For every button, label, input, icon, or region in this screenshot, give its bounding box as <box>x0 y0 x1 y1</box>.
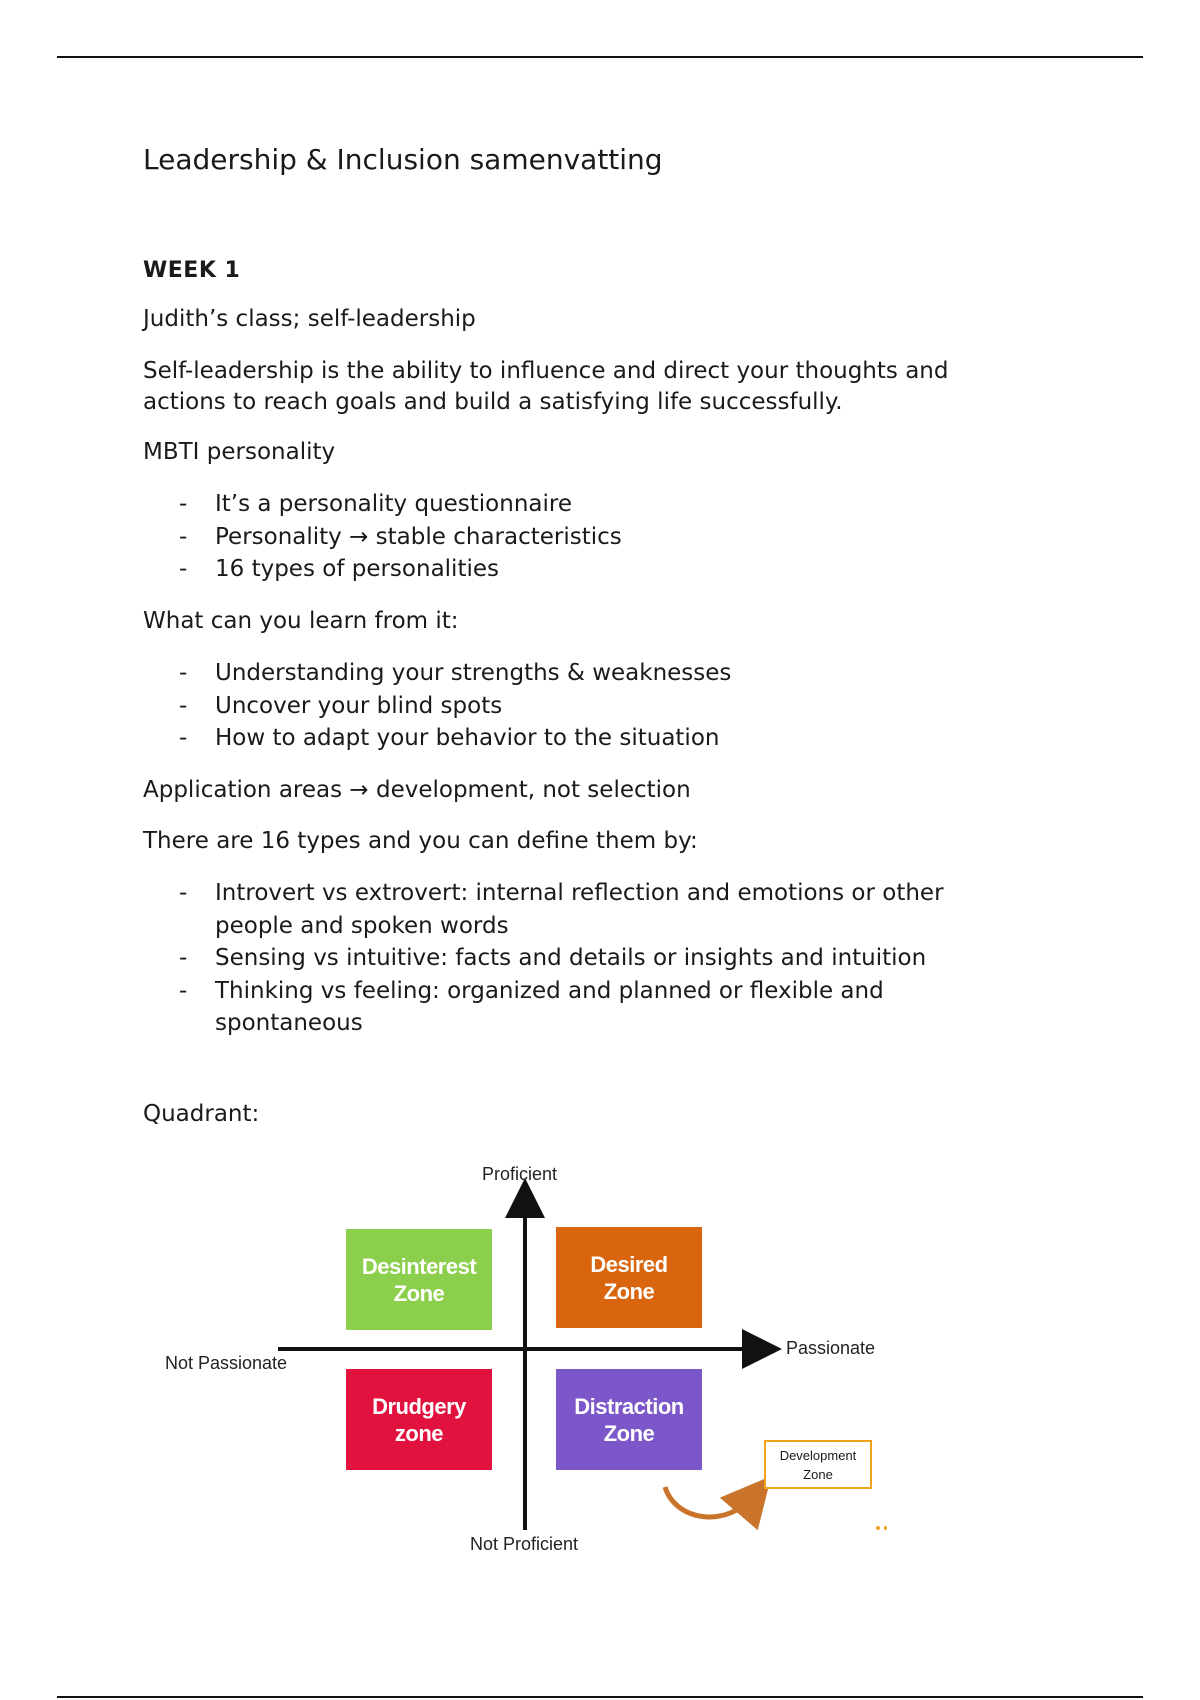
types-list <box>143 877 1023 1040</box>
list-item: - Understanding your strengths & weaknesses <box>143 657 1043 690</box>
quadrant-heading: Quadrant: <box>143 1101 260 1127</box>
top-rule <box>57 56 1143 58</box>
desinterest-zone-label: Desinterest Zone <box>361 1253 477 1306</box>
drudgery-zone <box>346 1369 492 1470</box>
application-line: Application areas → development, not selection <box>143 777 691 803</box>
decorative-dot <box>884 1526 887 1530</box>
week-heading: WEEK 1 <box>143 258 241 283</box>
development-zone-box: Development Zone <box>764 1440 872 1489</box>
decorative-dot <box>876 1526 880 1530</box>
desired-zone <box>556 1227 702 1328</box>
drudgery-zone-label: Drudgery zone <box>372 1393 466 1446</box>
quadrant-diagram <box>150 1160 910 1560</box>
mbti-heading: MBTI personality <box>143 439 336 465</box>
list-item: - Uncover your blind spots <box>143 690 1043 723</box>
bottom-rule <box>57 1696 1143 1698</box>
axis-label-not-proficient: Not Proficient <box>470 1534 579 1554</box>
types-heading: There are 16 types and you can define them by: <box>143 828 698 854</box>
axis-label-proficient: Proficient <box>482 1164 558 1184</box>
desired-zone-label: Desired Zone <box>590 1251 668 1304</box>
document-body <box>143 138 1043 1127</box>
mbti-list <box>143 488 1043 586</box>
development-arrow <box>665 1487 755 1517</box>
learn-list <box>143 657 1043 755</box>
list-item: - Personality → stable characteristics <box>143 521 1043 554</box>
distraction-zone-label: Distraction Zone <box>574 1393 684 1446</box>
list-item: - Sensing vs intuitive: facts and details or insights and intuition <box>143 942 1023 975</box>
class-line: Judith’s class; self-leadership <box>143 306 476 332</box>
learn-heading: What can you learn from it: <box>143 608 459 634</box>
definition-paragraph: Self-leadership is the ability to influence and direct your thoughts and actions to reach goals and build a satisfying life successfully. <box>143 358 949 415</box>
list-item: - 16 types of personalities <box>143 553 1043 586</box>
list-item: - How to adapt your behavior to the situation <box>143 722 1043 755</box>
list-item: - Introvert vs extrovert: internal reflection and emotions or other people and spoken words <box>143 877 1023 942</box>
list-item: - Thinking vs feeling: organized and planned or flexible and spontaneous <box>143 975 1023 1040</box>
list-item: - It’s a personality questionnaire <box>143 488 1043 521</box>
axis-label-not-passionate: Not Passionate <box>165 1353 288 1373</box>
distraction-zone <box>556 1369 702 1470</box>
axis-label-passionate: Passionate <box>786 1338 876 1358</box>
desinterest-zone <box>346 1229 492 1330</box>
document-title: Leadership & Inclusion samenvatting <box>143 143 663 176</box>
